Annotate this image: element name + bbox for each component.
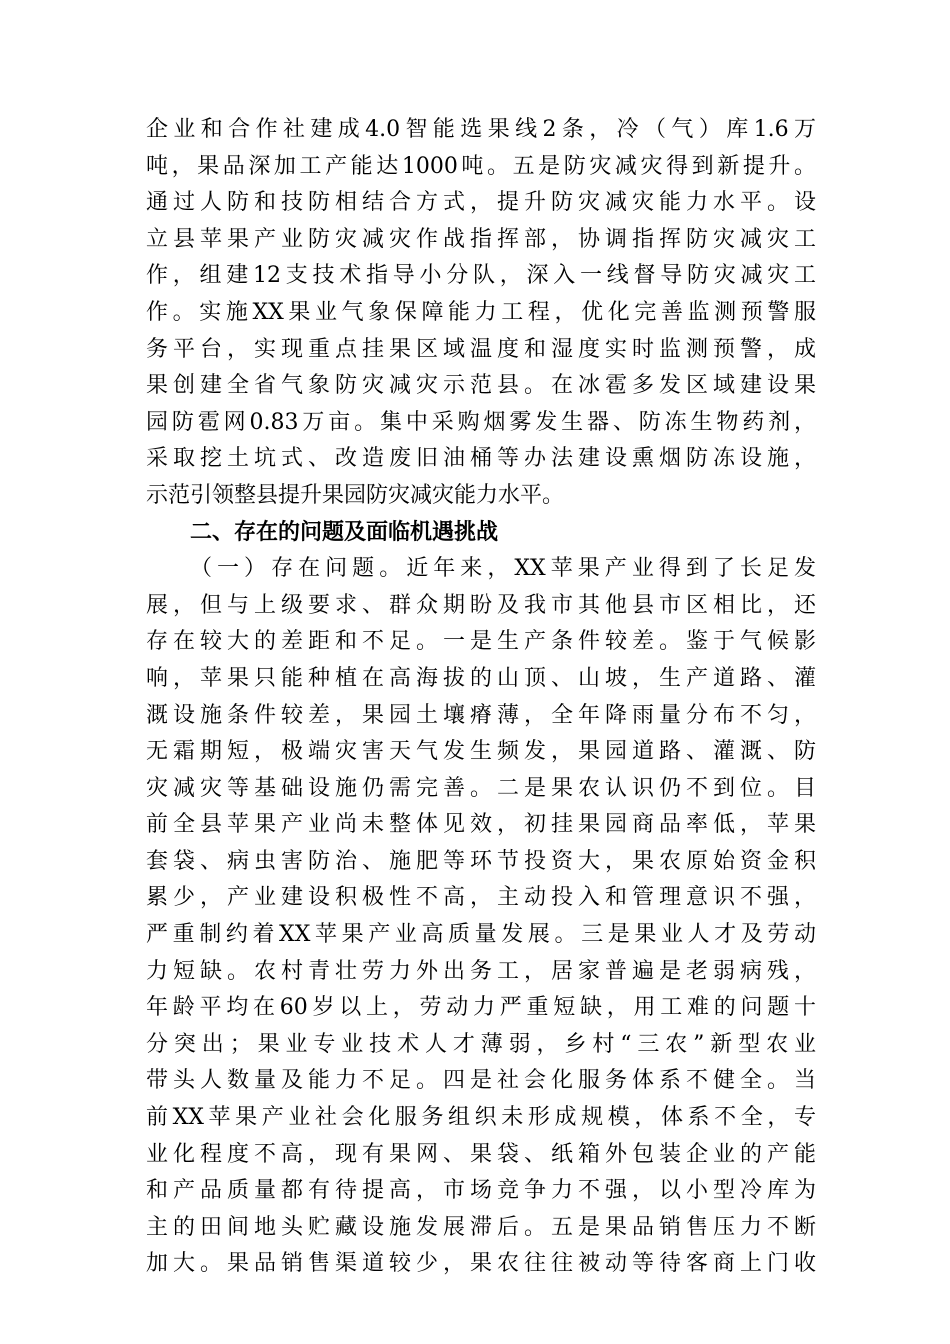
text-line: 企业和合作社建成4.0智能选果线2条，冷（气）库1.6万 [146, 117, 816, 142]
text-line: 作。实施XX果业气象保障能力工程，优化完善监测预警服 [146, 299, 816, 325]
text-line: 溉设施条件较差，果园土壤瘠薄，全年降雨量分布不匀， [146, 702, 816, 728]
text-line: 年龄平均在60岁以上，劳动力严重短缺，用工难的问题十 [146, 995, 816, 1021]
text-line: 灾减灾等基础设施仍需完善。二是果农认识仍不到位。目 [146, 775, 816, 801]
text-line: 响，苹果只能种植在高海拔的山顶、山坡，生产道路、灌 [146, 665, 816, 691]
text-line: 果创建全省气象防灾减灾示范县。在冰雹多发区域建设果 [146, 373, 816, 399]
text-line: 存在较大的差距和不足。一是生产条件较差。鉴于气候影 [146, 629, 816, 655]
text-line: 力短缺。农村青壮劳力外出务工，居家普遍是老弱病残， [146, 958, 816, 984]
text-line: 加大。果品销售渠道较少，果农往往被动等待客商上门收 [146, 1251, 816, 1277]
section-heading: 二、存在的问题及面临机遇挑战 [190, 519, 499, 545]
text-line: 前XX苹果产业社会化服务组织未形成规模，体系不全，专 [146, 1105, 816, 1131]
text-line: 作，组建12支技术指导小分队，深入一线督导防灾减灾工 [146, 263, 816, 289]
text-line: 无霜期短，极端灾害天气发生频发，果园道路、灌溉、防 [146, 739, 816, 765]
text-line: 业化程度不高，现有果网、果袋、纸箱外包装企业的产能 [146, 1141, 816, 1167]
text-line: 立县苹果产业防灾减灾作战指挥部，协调指挥防灾减灾工 [146, 226, 816, 252]
text-line: 严重制约着XX苹果产业高质量发展。三是果业人才及劳动 [146, 922, 816, 948]
text-line: 主的田间地头贮藏设施发展滞后。五是果品销售压力不断 [146, 1214, 816, 1240]
text-line: 带头人数量及能力不足。四是社会化服务体系不健全。当 [146, 1068, 816, 1094]
text-line: 通过人防和技防相结合方式，提升防灾减灾能力水平。设 [146, 190, 816, 216]
text-line: 和产品质量都有待提高，市场竞争力不强，以小型冷库为 [146, 1178, 816, 1204]
text-line: 吨，果品深加工产能达1000吨。五是防灾减灾得到新提升。 [146, 153, 816, 179]
text-line: 园防雹网0.83万亩。集中采购烟雾发生器、防冻生物药剂， [146, 409, 816, 435]
text-line: 务平台，实现重点挂果区域温度和湿度实时监测预警，成 [146, 336, 816, 362]
paragraph-last-line: 示范引领整县提升果园防灾减灾能力水平。 [146, 482, 565, 508]
text-line: 分突出；果业专业技术人才薄弱，乡村“三农”新型农业 [146, 1031, 816, 1057]
text-line: 展，但与上级要求、群众期盼及我市其他县市区相比，还 [146, 592, 816, 618]
text-line: 套袋、病虫害防治、施肥等环节投资大，果农原始资金积 [146, 848, 816, 874]
text-line: 累少，产业建设积极性不高，主动投入和管理意识不强， [146, 885, 816, 911]
document-body [146, 112, 816, 1283]
text-line: 前全县苹果产业尚未整体见效，初挂果园商品率低，苹果 [146, 812, 816, 838]
text-line: 采取挖土坑式、改造废旧油桶等办法建设熏烟防冻设施， [146, 446, 816, 472]
paragraph-first-line: （一）存在问题。近年来，XX苹果产业得到了长足发 [190, 556, 816, 582]
